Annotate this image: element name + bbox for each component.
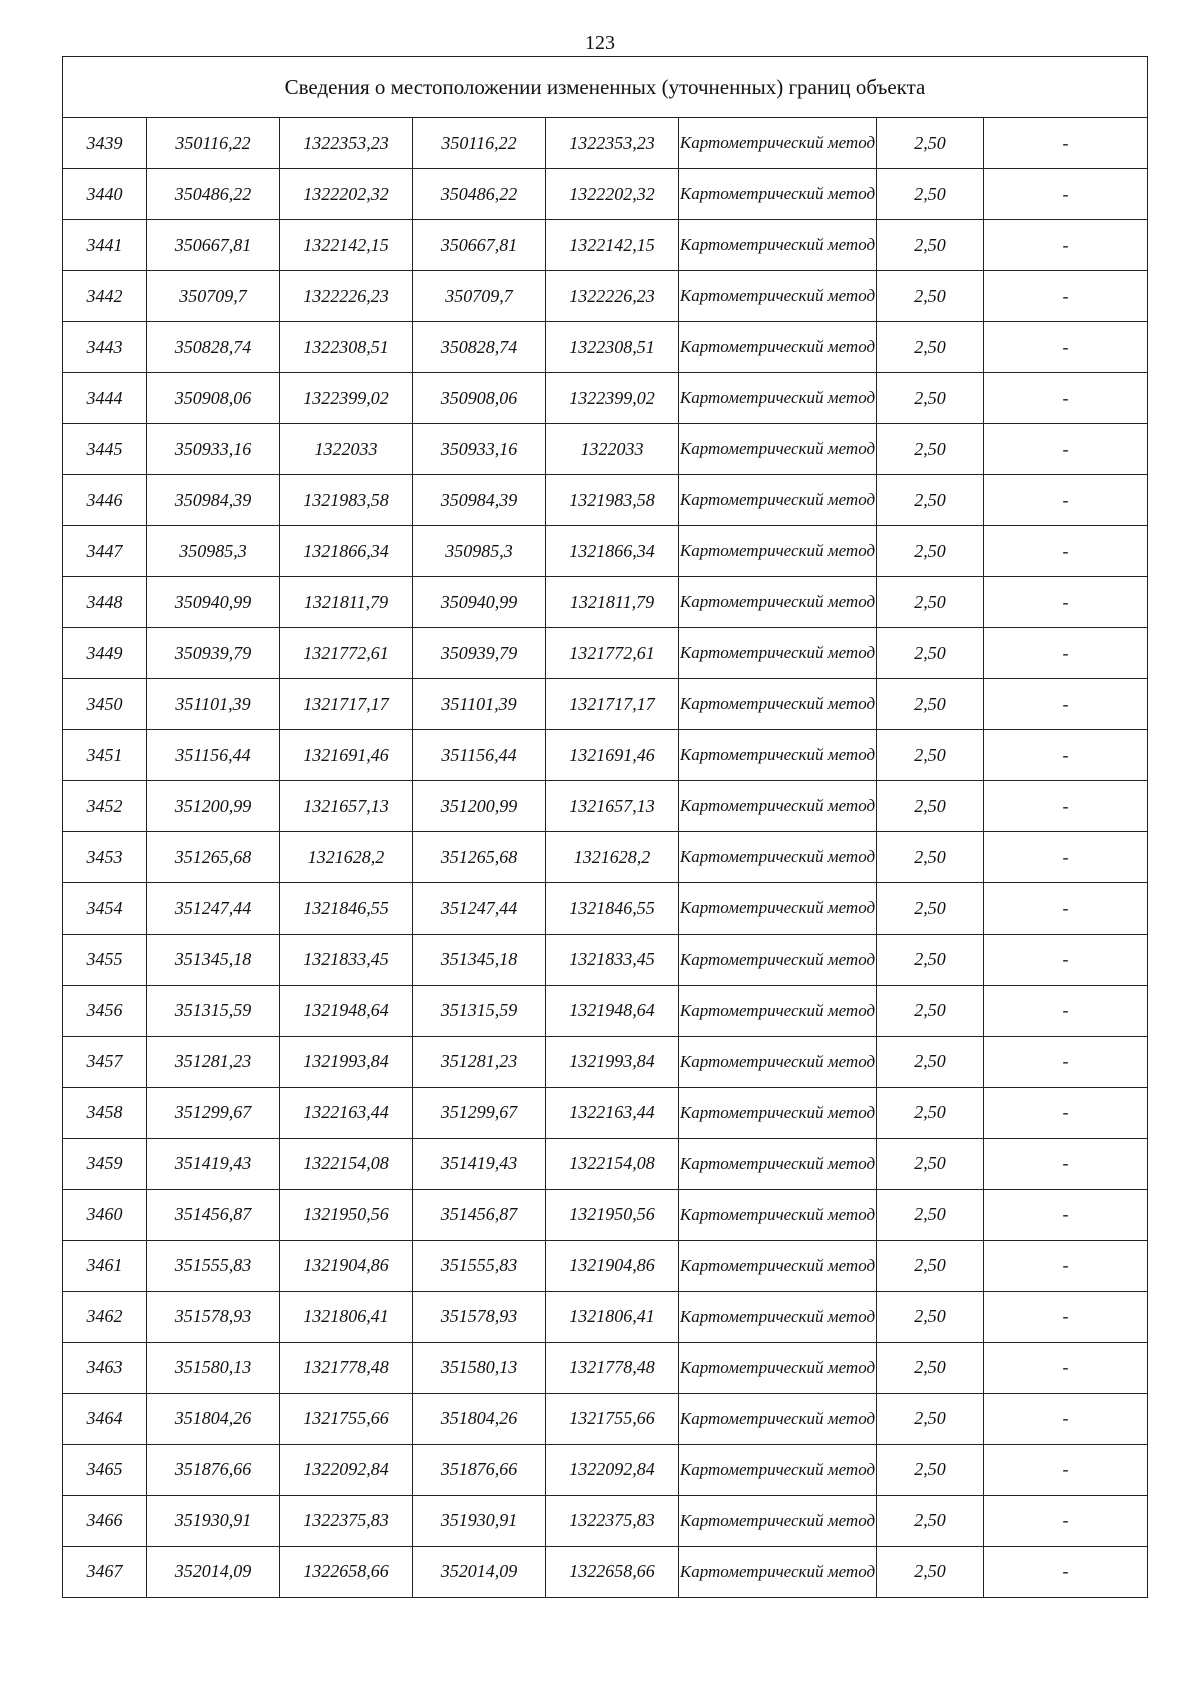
description-cell: -: [984, 1087, 1148, 1138]
y-existing-cell: 1321948,64: [280, 985, 413, 1036]
y-refined-cell: 1322353,23: [546, 118, 679, 169]
x-existing-cell: 351345,18: [147, 934, 280, 985]
method-cell: Картометрический метод: [679, 1444, 877, 1495]
point-number-cell: 3459: [63, 1138, 147, 1189]
x-existing-cell: 351247,44: [147, 883, 280, 934]
x-existing-cell: 350667,81: [147, 220, 280, 271]
point-number-cell: 3466: [63, 1495, 147, 1546]
point-number-cell: 3452: [63, 781, 147, 832]
method-cell: Картометрический метод: [679, 424, 877, 475]
y-existing-cell: 1321806,41: [280, 1291, 413, 1342]
y-existing-cell: 1321866,34: [280, 526, 413, 577]
description-cell: -: [984, 730, 1148, 781]
table-title-row: [63, 57, 1148, 118]
table-row: [63, 679, 1148, 730]
y-refined-cell: 1321811,79: [546, 577, 679, 628]
accuracy-cell: 2,50: [877, 832, 984, 883]
method-cell: Картометрический метод: [679, 781, 877, 832]
method-cell: Картометрический метод: [679, 934, 877, 985]
method-cell: Картометрический метод: [679, 1240, 877, 1291]
method-cell: Картометрический метод: [679, 1138, 877, 1189]
x-existing-cell: 351200,99: [147, 781, 280, 832]
y-refined-cell: 1321950,56: [546, 1189, 679, 1240]
x-existing-cell: 350939,79: [147, 628, 280, 679]
y-existing-cell: 1321772,61: [280, 628, 413, 679]
x-refined-cell: 351580,13: [413, 1342, 546, 1393]
x-refined-cell: 350908,06: [413, 373, 546, 424]
table-row: [63, 424, 1148, 475]
y-existing-cell: 1321778,48: [280, 1342, 413, 1393]
x-refined-cell: 350933,16: [413, 424, 546, 475]
y-refined-cell: 1321755,66: [546, 1393, 679, 1444]
x-existing-cell: 351578,93: [147, 1291, 280, 1342]
y-refined-cell: 1321657,13: [546, 781, 679, 832]
method-cell: Картометрический метод: [679, 169, 877, 220]
table-row: [63, 832, 1148, 883]
table-row: [63, 985, 1148, 1036]
method-cell: Картометрический метод: [679, 1495, 877, 1546]
description-cell: -: [984, 1189, 1148, 1240]
x-existing-cell: 351265,68: [147, 832, 280, 883]
point-number-cell: 3463: [63, 1342, 147, 1393]
accuracy-cell: 2,50: [877, 1240, 984, 1291]
accuracy-cell: 2,50: [877, 526, 984, 577]
accuracy-cell: 2,50: [877, 322, 984, 373]
x-refined-cell: 350667,81: [413, 220, 546, 271]
table-row: [63, 1189, 1148, 1240]
table-title: Сведения о местоположении измененных (уточненных) границ объекта: [63, 57, 1148, 118]
point-number-cell: 3441: [63, 220, 147, 271]
x-existing-cell: 350908,06: [147, 373, 280, 424]
method-cell: Картометрический метод: [679, 1036, 877, 1087]
y-refined-cell: 1322658,66: [546, 1546, 679, 1597]
method-cell: Картометрический метод: [679, 526, 877, 577]
x-existing-cell: 352014,09: [147, 1546, 280, 1597]
x-refined-cell: 350116,22: [413, 118, 546, 169]
y-existing-cell: 1321833,45: [280, 934, 413, 985]
x-existing-cell: 351555,83: [147, 1240, 280, 1291]
accuracy-cell: 2,50: [877, 169, 984, 220]
point-number-cell: 3448: [63, 577, 147, 628]
x-existing-cell: 351156,44: [147, 730, 280, 781]
x-refined-cell: 351555,83: [413, 1240, 546, 1291]
method-cell: Картометрический метод: [679, 730, 877, 781]
point-number-cell: 3446: [63, 475, 147, 526]
point-number-cell: 3449: [63, 628, 147, 679]
description-cell: -: [984, 781, 1148, 832]
x-existing-cell: 351580,13: [147, 1342, 280, 1393]
accuracy-cell: 2,50: [877, 1189, 984, 1240]
method-cell: Картометрический метод: [679, 475, 877, 526]
accuracy-cell: 2,50: [877, 1393, 984, 1444]
accuracy-cell: 2,50: [877, 1342, 984, 1393]
y-existing-cell: 1322308,51: [280, 322, 413, 373]
table-row: [63, 730, 1148, 781]
accuracy-cell: 2,50: [877, 1546, 984, 1597]
method-cell: Картометрический метод: [679, 322, 877, 373]
y-refined-cell: 1321846,55: [546, 883, 679, 934]
method-cell: Картометрический метод: [679, 883, 877, 934]
point-number-cell: 3440: [63, 169, 147, 220]
y-existing-cell: 1322092,84: [280, 1444, 413, 1495]
description-cell: -: [984, 1342, 1148, 1393]
method-cell: Картометрический метод: [679, 985, 877, 1036]
method-cell: Картометрический метод: [679, 118, 877, 169]
table-row: [63, 883, 1148, 934]
description-cell: -: [984, 883, 1148, 934]
description-cell: -: [984, 1444, 1148, 1495]
y-existing-cell: 1322033: [280, 424, 413, 475]
accuracy-cell: 2,50: [877, 883, 984, 934]
method-cell: Картометрический метод: [679, 271, 877, 322]
method-cell: Картометрический метод: [679, 373, 877, 424]
x-refined-cell: 350828,74: [413, 322, 546, 373]
y-refined-cell: 1322033: [546, 424, 679, 475]
y-existing-cell: 1322399,02: [280, 373, 413, 424]
y-refined-cell: 1322375,83: [546, 1495, 679, 1546]
point-number-cell: 3464: [63, 1393, 147, 1444]
method-cell: Картометрический метод: [679, 679, 877, 730]
y-refined-cell: 1322226,23: [546, 271, 679, 322]
method-cell: Картометрический метод: [679, 1546, 877, 1597]
description-cell: -: [984, 1546, 1148, 1597]
y-refined-cell: 1321691,46: [546, 730, 679, 781]
point-number-cell: 3457: [63, 1036, 147, 1087]
x-refined-cell: 351200,99: [413, 781, 546, 832]
table-row: [63, 934, 1148, 985]
x-existing-cell: 351930,91: [147, 1495, 280, 1546]
accuracy-cell: 2,50: [877, 679, 984, 730]
description-cell: -: [984, 1291, 1148, 1342]
accuracy-cell: 2,50: [877, 220, 984, 271]
x-refined-cell: 350486,22: [413, 169, 546, 220]
x-existing-cell: 350828,74: [147, 322, 280, 373]
y-existing-cell: 1321717,17: [280, 679, 413, 730]
x-existing-cell: 351876,66: [147, 1444, 280, 1495]
method-cell: Картометрический метод: [679, 1189, 877, 1240]
y-refined-cell: 1321983,58: [546, 475, 679, 526]
description-cell: -: [984, 118, 1148, 169]
y-existing-cell: 1322658,66: [280, 1546, 413, 1597]
x-refined-cell: 350939,79: [413, 628, 546, 679]
x-existing-cell: 351315,59: [147, 985, 280, 1036]
table-row: [63, 1240, 1148, 1291]
y-existing-cell: 1321993,84: [280, 1036, 413, 1087]
point-number-cell: 3451: [63, 730, 147, 781]
y-refined-cell: 1321993,84: [546, 1036, 679, 1087]
x-refined-cell: 351456,87: [413, 1189, 546, 1240]
y-existing-cell: 1322202,32: [280, 169, 413, 220]
accuracy-cell: 2,50: [877, 1138, 984, 1189]
accuracy-cell: 2,50: [877, 1087, 984, 1138]
point-number-cell: 3465: [63, 1444, 147, 1495]
point-number-cell: 3454: [63, 883, 147, 934]
description-cell: -: [984, 1138, 1148, 1189]
table-row: [63, 1546, 1148, 1597]
y-refined-cell: 1322399,02: [546, 373, 679, 424]
y-refined-cell: 1321904,86: [546, 1240, 679, 1291]
description-cell: -: [984, 577, 1148, 628]
x-refined-cell: 351281,23: [413, 1036, 546, 1087]
y-existing-cell: 1322375,83: [280, 1495, 413, 1546]
x-existing-cell: 351101,39: [147, 679, 280, 730]
x-existing-cell: 351456,87: [147, 1189, 280, 1240]
description-cell: -: [984, 373, 1148, 424]
table-row: [63, 1342, 1148, 1393]
point-number-cell: 3462: [63, 1291, 147, 1342]
x-refined-cell: 351876,66: [413, 1444, 546, 1495]
x-refined-cell: 351345,18: [413, 934, 546, 985]
description-cell: -: [984, 424, 1148, 475]
table-row: [63, 1138, 1148, 1189]
y-existing-cell: 1322163,44: [280, 1087, 413, 1138]
y-existing-cell: 1322226,23: [280, 271, 413, 322]
description-cell: -: [984, 475, 1148, 526]
y-existing-cell: 1321983,58: [280, 475, 413, 526]
accuracy-cell: 2,50: [877, 1495, 984, 1546]
y-existing-cell: 1321691,46: [280, 730, 413, 781]
point-number-cell: 3456: [63, 985, 147, 1036]
coordinates-table: [62, 56, 1148, 1598]
point-number-cell: 3467: [63, 1546, 147, 1597]
table-row: [63, 1444, 1148, 1495]
description-cell: -: [984, 679, 1148, 730]
x-existing-cell: 351281,23: [147, 1036, 280, 1087]
y-refined-cell: 1321948,64: [546, 985, 679, 1036]
table-row: [63, 220, 1148, 271]
table-row: [63, 577, 1148, 628]
description-cell: -: [984, 1393, 1148, 1444]
method-cell: Картометрический метод: [679, 1393, 877, 1444]
y-refined-cell: 1321806,41: [546, 1291, 679, 1342]
y-existing-cell: 1322353,23: [280, 118, 413, 169]
table-row: [63, 1087, 1148, 1138]
accuracy-cell: 2,50: [877, 373, 984, 424]
y-refined-cell: 1321628,2: [546, 832, 679, 883]
x-refined-cell: 351247,44: [413, 883, 546, 934]
method-cell: Картометрический метод: [679, 1342, 877, 1393]
y-existing-cell: 1321811,79: [280, 577, 413, 628]
point-number-cell: 3447: [63, 526, 147, 577]
accuracy-cell: 2,50: [877, 628, 984, 679]
description-cell: -: [984, 220, 1148, 271]
x-refined-cell: 351101,39: [413, 679, 546, 730]
y-existing-cell: 1321846,55: [280, 883, 413, 934]
x-refined-cell: 350709,7: [413, 271, 546, 322]
accuracy-cell: 2,50: [877, 730, 984, 781]
method-cell: Картометрический метод: [679, 628, 877, 679]
y-refined-cell: 1322308,51: [546, 322, 679, 373]
x-existing-cell: 350709,7: [147, 271, 280, 322]
table-row: [63, 373, 1148, 424]
y-refined-cell: 1322092,84: [546, 1444, 679, 1495]
table-row: [63, 271, 1148, 322]
y-existing-cell: 1321755,66: [280, 1393, 413, 1444]
y-refined-cell: 1321778,48: [546, 1342, 679, 1393]
y-existing-cell: 1321904,86: [280, 1240, 413, 1291]
x-existing-cell: 351419,43: [147, 1138, 280, 1189]
accuracy-cell: 2,50: [877, 118, 984, 169]
table-row: [63, 1393, 1148, 1444]
method-cell: Картометрический метод: [679, 1087, 877, 1138]
table-row: [63, 628, 1148, 679]
accuracy-cell: 2,50: [877, 271, 984, 322]
y-refined-cell: 1321833,45: [546, 934, 679, 985]
description-cell: -: [984, 1240, 1148, 1291]
description-cell: -: [984, 322, 1148, 373]
point-number-cell: 3458: [63, 1087, 147, 1138]
point-number-cell: 3439: [63, 118, 147, 169]
accuracy-cell: 2,50: [877, 475, 984, 526]
table-row: [63, 781, 1148, 832]
table-row: [63, 169, 1148, 220]
y-refined-cell: 1322154,08: [546, 1138, 679, 1189]
y-refined-cell: 1321866,34: [546, 526, 679, 577]
x-refined-cell: 351930,91: [413, 1495, 546, 1546]
x-refined-cell: 351156,44: [413, 730, 546, 781]
method-cell: Картометрический метод: [679, 832, 877, 883]
table-row: [63, 1036, 1148, 1087]
method-cell: Картометрический метод: [679, 577, 877, 628]
y-refined-cell: 1322142,15: [546, 220, 679, 271]
x-refined-cell: 350984,39: [413, 475, 546, 526]
point-number-cell: 3443: [63, 322, 147, 373]
y-refined-cell: 1321772,61: [546, 628, 679, 679]
y-existing-cell: 1322154,08: [280, 1138, 413, 1189]
table-row: [63, 1291, 1148, 1342]
description-cell: -: [984, 526, 1148, 577]
accuracy-cell: 2,50: [877, 781, 984, 832]
point-number-cell: 3461: [63, 1240, 147, 1291]
point-number-cell: 3444: [63, 373, 147, 424]
x-existing-cell: 351804,26: [147, 1393, 280, 1444]
x-refined-cell: 351299,67: [413, 1087, 546, 1138]
x-existing-cell: 350116,22: [147, 118, 280, 169]
description-cell: -: [984, 934, 1148, 985]
method-cell: Картометрический метод: [679, 1291, 877, 1342]
table-row: [63, 1495, 1148, 1546]
table-row: [63, 526, 1148, 577]
y-refined-cell: 1322202,32: [546, 169, 679, 220]
y-existing-cell: 1321950,56: [280, 1189, 413, 1240]
table-row: [63, 118, 1148, 169]
y-refined-cell: 1321717,17: [546, 679, 679, 730]
y-existing-cell: 1321657,13: [280, 781, 413, 832]
accuracy-cell: 2,50: [877, 1036, 984, 1087]
description-cell: -: [984, 1495, 1148, 1546]
page-number: 123: [585, 32, 615, 54]
x-existing-cell: 350940,99: [147, 577, 280, 628]
y-refined-cell: 1322163,44: [546, 1087, 679, 1138]
x-existing-cell: 351299,67: [147, 1087, 280, 1138]
x-refined-cell: 351578,93: [413, 1291, 546, 1342]
x-existing-cell: 350984,39: [147, 475, 280, 526]
description-cell: -: [984, 985, 1148, 1036]
point-number-cell: 3455: [63, 934, 147, 985]
point-number-cell: 3453: [63, 832, 147, 883]
x-refined-cell: 351315,59: [413, 985, 546, 1036]
description-cell: -: [984, 628, 1148, 679]
accuracy-cell: 2,50: [877, 1291, 984, 1342]
x-existing-cell: 350933,16: [147, 424, 280, 475]
x-refined-cell: 352014,09: [413, 1546, 546, 1597]
accuracy-cell: 2,50: [877, 934, 984, 985]
table-row: [63, 322, 1148, 373]
accuracy-cell: 2,50: [877, 577, 984, 628]
x-existing-cell: 350486,22: [147, 169, 280, 220]
description-cell: -: [984, 1036, 1148, 1087]
description-cell: -: [984, 832, 1148, 883]
y-existing-cell: 1321628,2: [280, 832, 413, 883]
x-refined-cell: 351804,26: [413, 1393, 546, 1444]
point-number-cell: 3450: [63, 679, 147, 730]
method-cell: Картометрический метод: [679, 220, 877, 271]
point-number-cell: 3442: [63, 271, 147, 322]
point-number-cell: 3445: [63, 424, 147, 475]
accuracy-cell: 2,50: [877, 1444, 984, 1495]
x-refined-cell: 350985,3: [413, 526, 546, 577]
table-body: [63, 118, 1148, 1598]
x-refined-cell: 350940,99: [413, 577, 546, 628]
table-row: [63, 475, 1148, 526]
accuracy-cell: 2,50: [877, 424, 984, 475]
x-refined-cell: 351265,68: [413, 832, 546, 883]
x-refined-cell: 351419,43: [413, 1138, 546, 1189]
accuracy-cell: 2,50: [877, 985, 984, 1036]
x-existing-cell: 350985,3: [147, 526, 280, 577]
description-cell: -: [984, 271, 1148, 322]
description-cell: -: [984, 169, 1148, 220]
point-number-cell: 3460: [63, 1189, 147, 1240]
y-existing-cell: 1322142,15: [280, 220, 413, 271]
